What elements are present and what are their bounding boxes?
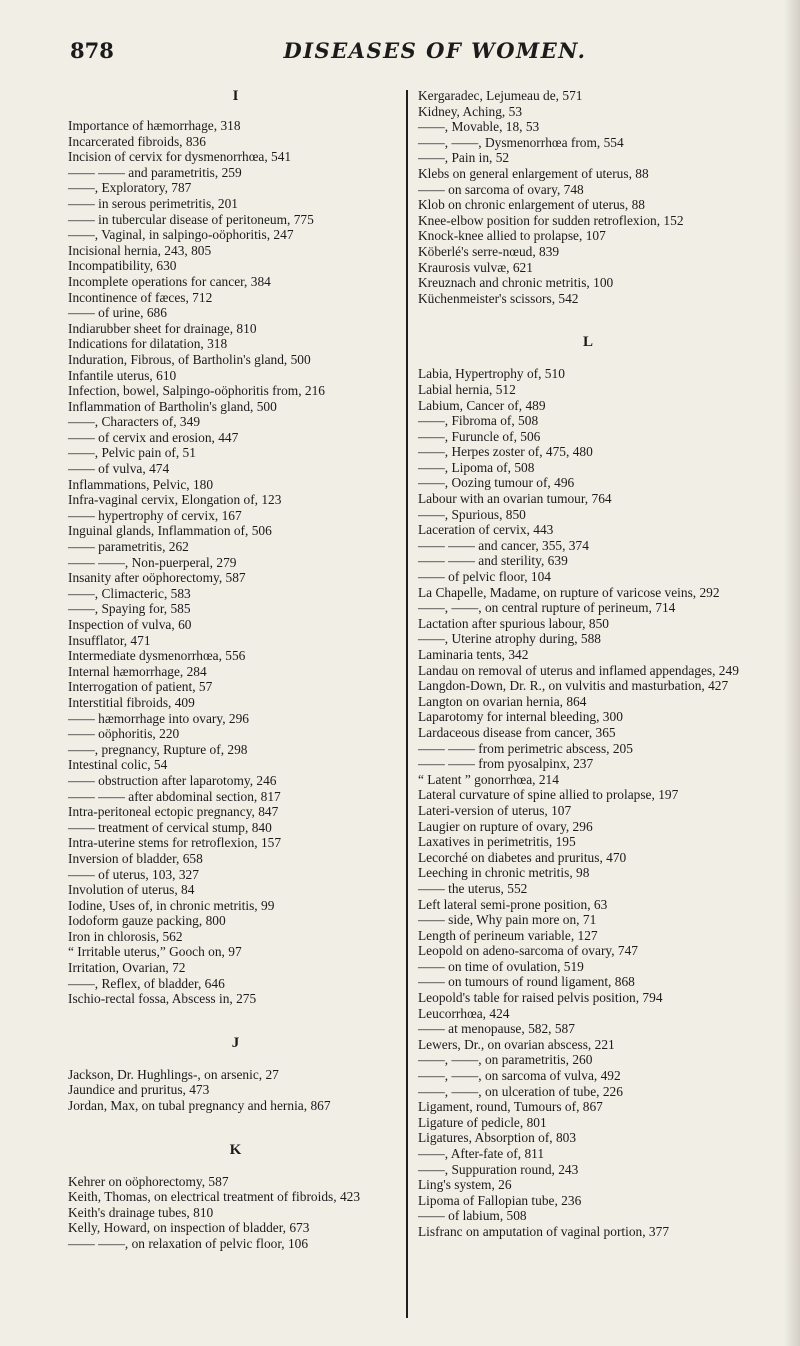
index-entry: Insufflator, 471	[68, 632, 151, 648]
index-entry: Interstitial fibroids, 409	[68, 694, 195, 710]
index-entry: Leucorrhœa, 424	[418, 1005, 510, 1021]
page-number: 878	[70, 38, 114, 63]
index-entry: Labium, Cancer of, 489	[418, 397, 546, 413]
index-entry: ——, Climacteric, 583	[68, 585, 191, 601]
index-entry: Ligatures, Absorption of, 803	[418, 1130, 577, 1146]
index-entry: —— hypertrophy of cervix, 167	[68, 507, 242, 523]
index-entry: —— on time of ovulation, 519	[418, 958, 584, 974]
index-entry: —— —— and parametritis, 259	[68, 164, 242, 180]
index-entry: ——, ——, on parametritis, 260	[418, 1052, 593, 1068]
index-entry: —— side, Why pain more on, 71	[418, 912, 597, 928]
index-entry: Internal hæmorrhage, 284	[68, 663, 207, 679]
index-entry: Jordan, Max, on tubal pregnancy and hernia, 867	[68, 1098, 331, 1114]
index-entry: Ligature of pedicle, 801	[418, 1114, 547, 1130]
index-entry: Involution of uterus, 84	[68, 882, 195, 898]
index-entry: “ Irritable uterus,” Gooch on, 97	[68, 944, 242, 960]
index-entry: Incarcerated fibroids, 836	[68, 133, 206, 149]
index-entry: —— of vulva, 474	[68, 461, 170, 477]
index-entry: Keith, Thomas, on electrical treatment of fibroids, 423	[68, 1189, 361, 1205]
index-entry: Interrogation of patient, 57	[68, 679, 213, 695]
index-entry: Kelly, Howard, on inspection of bladder, 673	[68, 1220, 310, 1236]
index-entry: Langdon-Down, Dr. R., on vulvitis and masturbation, 427	[418, 678, 729, 694]
index-entry: Laxatives in perimetritis, 195	[418, 834, 576, 850]
index-entry: Intra-peritoneal ectopic pregnancy, 847	[68, 804, 279, 820]
index-entry: Lactation after spurious labour, 850	[418, 615, 609, 631]
index-entry: —— on sarcoma of ovary, 748	[418, 181, 584, 197]
index-entry: ——, Vaginal, in salpingo-oöphoritis, 247	[68, 227, 294, 243]
index-entry: Lewers, Dr., on ovarian abscess, 221	[418, 1036, 615, 1052]
index-entry: ——, Furuncle of, 506	[418, 428, 541, 444]
index-entry: Iodine, Uses of, in chronic metritis, 99	[68, 897, 275, 913]
index-entry: Inspection of vulva, 60	[68, 617, 192, 632]
index-entry: —— —— from perimetric abscess, 205	[418, 740, 633, 756]
index-entry: Knock-knee allied to prolapse, 107	[418, 228, 606, 244]
index-entry: ——, Suppuration round, 243	[418, 1161, 579, 1177]
index-entry: Indications for dilatation, 318	[68, 336, 228, 352]
index-entry: Lardaceous disease from cancer, 365	[418, 724, 616, 740]
index-entry: —— parametritis, 262	[68, 539, 189, 555]
index-entry: ——, pregnancy, Rupture of, 298	[68, 741, 248, 757]
index-entry: —— on tumours of round ligament, 868	[418, 974, 635, 990]
index-entry: ——, Exploratory, 787	[68, 180, 192, 196]
index-entry: Klebs on general enlargement of uterus, 88	[418, 165, 649, 181]
index-entry: Infra-vaginal cervix, Elongation of, 123	[68, 492, 282, 508]
index-entry: Küchenmeister's scissors, 542	[418, 290, 579, 306]
index-entry: —— obstruction after laparotomy, 246	[68, 772, 277, 788]
index-entry: Kehrer on oöphorectomy, 587	[68, 1173, 229, 1189]
index-entry: ——, Reflex, of bladder, 646	[68, 975, 225, 991]
index-entry: Kergaradec, Lejumeau de, 571	[418, 88, 583, 103]
index-entry: Keith's drainage tubes, 810	[68, 1204, 214, 1220]
index-entry: Landau on removal of uterus and inflamed appendages, 249	[418, 662, 739, 678]
index-entry: —— —— after abdominal section, 817	[68, 788, 281, 804]
index-letter-heading: K	[229, 1141, 242, 1158]
index-entry: Labial hernia, 512	[418, 381, 516, 397]
index-entry: “ Latent ” gonorrhœa, 214	[418, 771, 559, 787]
index-entry: —— of uterus, 103, 327	[68, 866, 199, 882]
index-entry: —— ——, Non-puerperal, 279	[68, 554, 237, 570]
index-entry: ——, After-fate of, 811	[418, 1146, 545, 1161]
index-entry: Jaundice and pruritus, 473	[68, 1082, 210, 1098]
index-letter-heading: J	[231, 1034, 240, 1051]
index-entry: ——, Characters of, 349	[68, 414, 201, 430]
index-entry: Langton on ovarian hernia, 864	[418, 693, 587, 709]
index-entry: ——, Pain in, 52	[418, 150, 510, 166]
index-entry: Length of perineum variable, 127	[418, 927, 598, 943]
index-entry: Ligament, round, Tumours of, 867	[418, 1099, 603, 1115]
index-entry: —— treatment of cervical stump, 840	[68, 819, 272, 835]
index-entry: Incontinence of fæces, 712	[68, 289, 213, 305]
index-entry: ——, Movable, 18, 53	[418, 119, 540, 135]
index-entry: ——, Lipoma of, 508	[418, 459, 535, 475]
index-entry: Leopold's table for raised pelvis position, 794	[418, 990, 663, 1006]
index-entry: —— —— and cancer, 355, 374	[418, 537, 589, 553]
index-entry: Left lateral semi-prone position, 63	[418, 896, 608, 912]
index-letter-heading: L	[582, 334, 593, 351]
index-entry: —— of labium, 508	[418, 1208, 527, 1224]
index-entry: ——, ——, on ulceration of tube, 226	[418, 1083, 623, 1099]
index-entry: Infantile uterus, 610	[68, 367, 177, 383]
index-entry: Inguinal glands, Inflammation of, 506	[68, 523, 272, 539]
index-entry: —— hæmorrhage into ovary, 296	[68, 710, 249, 726]
index-entry: —— —— and sterility, 639	[418, 553, 568, 569]
index-entry: Kreuznach and chronic metritis, 100	[418, 275, 614, 291]
index-entry: Inversion of bladder, 658	[68, 850, 203, 866]
index-entry: Incomplete operations for cancer, 384	[68, 273, 271, 289]
running-title: DISEASES OF WOMEN.	[283, 38, 587, 63]
index-entry: ——, Uterine atrophy during, 588	[418, 631, 601, 647]
index-entry: Intestinal colic, 54	[68, 757, 168, 773]
index-column-left	[68, 88, 403, 1252]
index-entry: ——, Fibroma of, 508	[418, 413, 539, 429]
index-entry: Knee-elbow position for sudden retroflexion, 152	[418, 212, 684, 228]
index-entry: Laminaria tents, 342	[418, 647, 529, 662]
index-entry: Intermediate dysmenorrhœa, 556	[68, 648, 246, 664]
index-entry: ——, Pelvic pain of, 51	[68, 445, 196, 461]
index-entry: Insanity after oöphorectomy, 587	[68, 570, 246, 586]
index-entry: Laceration of cervix, 443	[418, 522, 554, 538]
index-entry: ——, Herpes zoster of, 475, 480	[418, 444, 593, 460]
index-entry: Induration, Fibrous, of Bartholin's gland, 500	[68, 351, 311, 367]
index-entry: —— at menopause, 582, 587	[418, 1021, 575, 1037]
index-entry: ——, Spaying for, 585	[68, 601, 191, 617]
index-entry: Incompatibility, 630	[68, 258, 177, 274]
index-entry: ——, Spurious, 850	[418, 506, 526, 522]
index-entry: Labour with an ovarian tumour, 764	[418, 491, 612, 507]
index-entry: ——, ——, on central rupture of perineum, 714	[418, 600, 676, 616]
index-entry: Kraurosis vulvæ, 621	[418, 259, 533, 275]
index-entry: Lisfranc on amputation of vaginal portion, 377	[418, 1223, 670, 1239]
index-entry: —— of pelvic floor, 104	[418, 569, 551, 585]
index-entry: Laugier on rupture of ovary, 296	[418, 818, 593, 834]
index-entry: Infection, bowel, Salpingo-oöphoritis from, 216	[68, 383, 325, 399]
index-entry: Jackson, Dr. Hughlings-, on arsenic, 27	[68, 1066, 279, 1082]
index-column-right	[418, 88, 758, 1240]
index-entry: Inflammation of Bartholin's gland, 500	[68, 398, 277, 414]
index-entry: Leeching in chronic metritis, 98	[418, 865, 590, 881]
index-entry: —— oöphoritis, 220	[68, 726, 180, 742]
index-entry: ——, ——, Dysmenorrhœa from, 554	[418, 134, 624, 150]
index-entry: —— —— from pyosalpinx, 237	[418, 756, 594, 772]
index-entry: —— in tubercular disease of peritoneum, 775	[68, 211, 314, 227]
index-entry: Ischio-rectal fossa, Abscess in, 275	[68, 991, 257, 1007]
index-entry: Lipoma of Fallopian tube, 236	[418, 1192, 582, 1208]
index-entry: Klob on chronic enlargement of uterus, 88	[418, 197, 645, 213]
index-entry: Lecorché on diabetes and pruritus, 470	[418, 849, 627, 865]
index-entry: Labia, Hypertrophy of, 510	[418, 366, 565, 382]
index-entry: Inflammations, Pelvic, 180	[68, 476, 214, 492]
page-header	[0, 38, 800, 68]
page-edge-shadow	[784, 0, 800, 1346]
index-entry: —— the uterus, 552	[418, 880, 528, 896]
index-entry: Leopold on adeno-sarcoma of ovary, 747	[418, 943, 639, 959]
index-entry: La Chapelle, Madame, on rupture of varicose veins, 292	[418, 584, 720, 600]
index-entry: —— of urine, 686	[68, 305, 167, 321]
index-entry: Lateri-version of uterus, 107	[418, 802, 572, 818]
index-entry: Iron in chlorosis, 562	[68, 928, 183, 944]
index-entry: ——, ——, on sarcoma of vulva, 492	[418, 1068, 621, 1084]
index-entry: Importance of hæmorrhage, 318	[68, 118, 241, 133]
index-entry: ——, Oozing tumour of, 496	[418, 475, 575, 491]
index-entry: —— in serous perimetritis, 201	[68, 195, 238, 211]
index-entry: Incisional hernia, 243, 805	[68, 242, 212, 258]
index-entry: Iodoform gauze packing, 800	[68, 913, 226, 929]
index-entry: —— of cervix and erosion, 447	[68, 429, 239, 445]
column-divider	[406, 90, 408, 1318]
index-entry: Kidney, Aching, 53	[418, 103, 523, 119]
index-entry: Ling's system, 26	[418, 1177, 512, 1193]
index-letter-heading: I	[232, 88, 239, 104]
index-entry: Incision of cervix for dysmenorrhœa, 541	[68, 149, 292, 165]
index-entry: Köberlé's serre-nœud, 839	[418, 243, 560, 259]
index-entry: —— ——, on relaxation of pelvic floor, 106	[68, 1236, 309, 1251]
index-entry: Indiarubber sheet for drainage, 810	[68, 320, 257, 336]
index-entry: Intra-uterine stems for retroflexion, 157	[68, 835, 282, 851]
index-entry: Laparotomy for internal bleeding, 300	[418, 709, 623, 725]
index-entry: Lateral curvature of spine allied to prolapse, 197	[418, 787, 679, 803]
index-entry: Irritation, Ovarian, 72	[68, 960, 186, 976]
